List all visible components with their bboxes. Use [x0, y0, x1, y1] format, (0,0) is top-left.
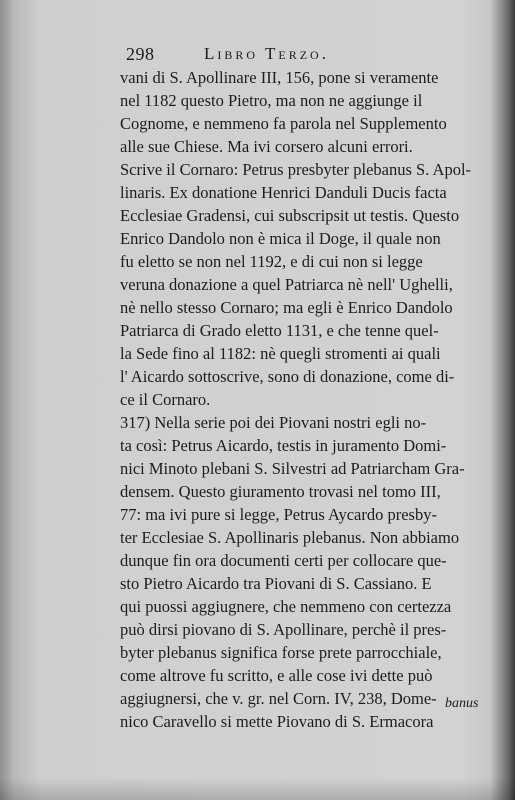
page-number: 298	[126, 44, 155, 64]
text-line-17: ta così: Petrus Aicardo, testis in juramento Domi-	[120, 436, 447, 455]
page-bottom-shadow	[0, 778, 515, 800]
text-line-29: nico Caravello si mette Piovano di S. Ermacora	[120, 712, 434, 731]
text-line-3: Cognome, e nemmeno fa parola nel Supplemento	[120, 114, 447, 133]
text-line-14: l' Aicardo sottoscrive, sono di donazione, come di-	[120, 367, 455, 386]
text-line-12: Patriarca di Grado eletto 1131, e che tenne quel-	[120, 321, 439, 340]
running-head: Libro Terzo.	[204, 44, 329, 63]
catchword: banus	[445, 696, 479, 711]
text-line-6: linaris. Ex donatione Henrici Danduli Ducis facta	[120, 183, 447, 202]
text-line-11: nè nello stesso Cornaro; ma egli è Enrico Dandolo	[120, 298, 453, 317]
text-line-1: vani di S. Apollinare III, 156, pone si veramente	[120, 68, 439, 87]
text-line-23: sto Pietro Aicardo tra Piovani di S. Cassiano. E	[120, 574, 432, 593]
text-line-18: nici Minoto plebani S. Silvestri ad Patriarcham Gra-	[120, 459, 465, 478]
text-line-24: qui puossi aggiugnere, che nemmeno con certezza	[120, 597, 452, 616]
text-line-25: può dirsi piovano di S. Apollinare, perchè il pres-	[120, 620, 447, 639]
text-line-10: veruna donazione a quel Patriarca nè nell' Ughelli,	[120, 275, 453, 294]
text-line-26: byter plebanus significa forse prete parrocchiale,	[120, 643, 442, 662]
text-line-2: nel 1182 questo Pietro, ma non ne aggiunge il	[120, 91, 423, 110]
text-line-20: 77: ma ivi pure si legge, Petrus Aycardo presby-	[120, 505, 437, 524]
text-line-5: Scrive il Cornaro: Petrus presbyter plebanus S. Apol-	[120, 160, 472, 179]
text-line-13: la Sede fino al 1182: nè quegli stromenti ai quali	[120, 344, 441, 363]
text-line-7: Ecclesiae Gradensi, cui subscripsit ut testis. Questo	[120, 206, 460, 225]
page-header	[126, 44, 366, 68]
text-line-8: Enrico Dandolo non è mica il Doge, il quale non	[120, 229, 441, 248]
text-line-15: ce il Cornaro.	[120, 390, 211, 409]
text-line-22: dunque fin ora documenti certi per collocare que-	[120, 551, 447, 570]
text-line-16: 317) Nella serie poi dei Piovani nostri egli no-	[120, 413, 427, 432]
text-line-21: ter Ecclesiae S. Apollinaris plebanus. Non abbiamo	[120, 528, 460, 547]
text-line-19: densem. Questo giuramento trovasi nel tomo III,	[120, 482, 441, 501]
text-line-28: aggiugnersi, che v. gr. nel Corn. IV, 238, Dome-	[120, 689, 437, 708]
text-line-4: alle sue Chiese. Ma ivi corsero alcuni errori.	[120, 137, 413, 156]
text-line-27: come altrove fu scritto, e alle cose ivi dette può	[120, 666, 433, 685]
text-line-9: fu eletto se non nel 1192, e di cui non si legge	[120, 252, 423, 271]
